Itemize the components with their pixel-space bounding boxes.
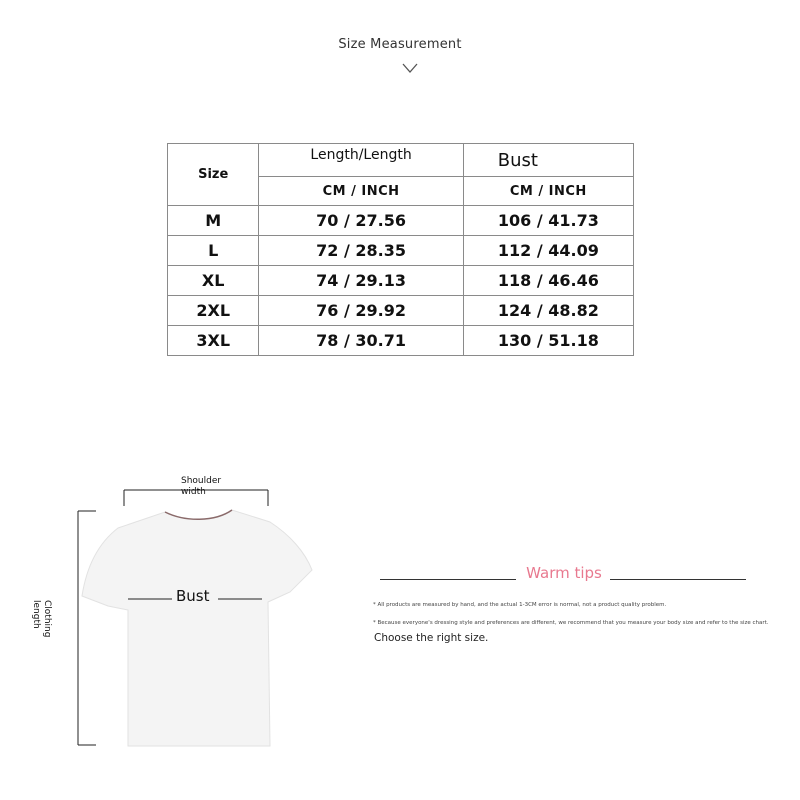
length-cell: 74 / 29.13 (259, 266, 463, 296)
divider (380, 579, 516, 580)
length-cell: 70 / 27.56 (259, 206, 463, 236)
size-cell: L (168, 236, 259, 266)
tshirt-icon (82, 510, 312, 746)
page-title: Size Measurement (338, 37, 462, 52)
length-cell: 72 / 28.35 (259, 236, 463, 266)
clothing-length-label: Clothing length (31, 600, 52, 638)
bust-cell: 112 / 44.09 (463, 236, 633, 266)
length-cell: 78 / 30.71 (259, 326, 463, 356)
size-cell: 2XL (168, 296, 259, 326)
shoulder-width-label: Shoulder width (181, 476, 222, 497)
size-cell: M (168, 206, 259, 236)
length-column-header: Length/Length (259, 144, 463, 177)
bust-cell: 124 / 48.82 (463, 296, 633, 326)
warm-tips-title: Warm tips (526, 564, 602, 582)
tip-note-2: * Because everyone's dressing style and preferences are different, we recommend that you measure your body size and refer to the size chart. (373, 620, 769, 626)
clothing-length-marker (78, 511, 96, 745)
size-cell: XL (168, 266, 259, 296)
bust-unit-header: CM / INCH (463, 177, 633, 206)
bust-cell: 106 / 41.73 (463, 206, 633, 236)
tip-note-1: * All products are measured by hand, and the actual 1-3CM error is normal, not a product quality problem. (373, 602, 667, 608)
length-unit-header: CM / INCH (259, 177, 463, 206)
bust-column-header: Bust (463, 144, 633, 177)
length-cell: 76 / 29.92 (259, 296, 463, 326)
bust-cell: 130 / 51.18 (463, 326, 633, 356)
bust-cell: 118 / 46.46 (463, 266, 633, 296)
tip-main-text: Choose the right size. (374, 632, 489, 644)
size-cell: 3XL (168, 326, 259, 356)
size-column-header: Size (168, 144, 259, 206)
bust-label: Bust (176, 587, 210, 605)
divider (610, 579, 746, 580)
